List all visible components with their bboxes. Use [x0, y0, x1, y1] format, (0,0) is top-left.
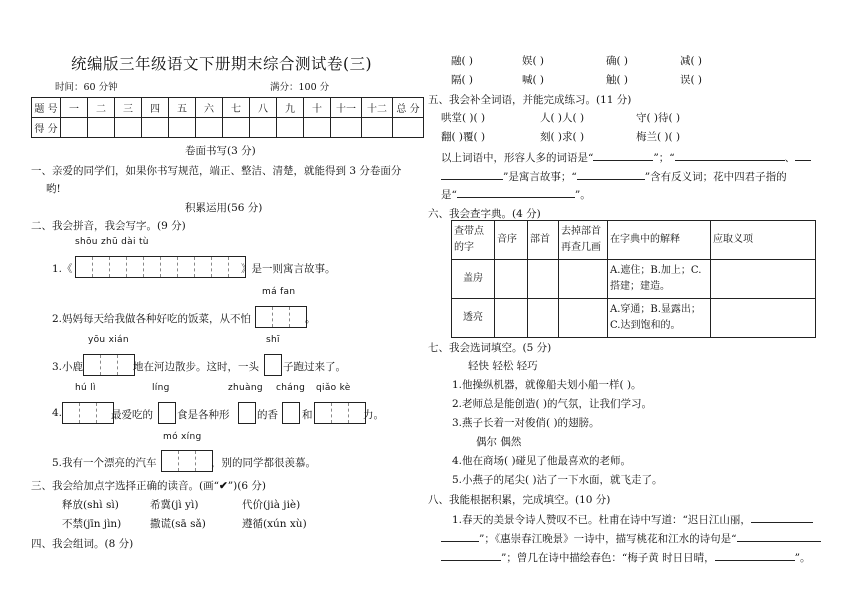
- q5-item[interactable]: 翻( )覆( ): [441, 131, 486, 143]
- dict-row: [452, 299, 816, 338]
- zuci-item[interactable]: 喊( ): [522, 74, 545, 86]
- score-header-row: [32, 98, 424, 118]
- q5-item[interactable]: 梅兰( )( ): [636, 131, 681, 143]
- score-head-cell: 总 分: [393, 98, 424, 118]
- q7-sentence: 4.他在商场( )碰见了他最喜欢的老师。: [452, 455, 632, 467]
- score-value-row: [32, 118, 424, 138]
- pinyin: shī: [266, 335, 280, 345]
- q8-line2: [441, 530, 821, 546]
- score-cell[interactable]: [362, 118, 393, 138]
- q7-sentence: 3.燕子长着一对俊俏( )的翅膀。: [452, 417, 600, 429]
- q2-l2-text-b: 。: [305, 313, 316, 325]
- score-head-cell: 六: [196, 98, 223, 118]
- zuci-item[interactable]: 融( ): [451, 55, 474, 67]
- exam-time: 时间：60 分钟: [55, 82, 118, 93]
- q7-sentence: 2.老师总是能创造( )的气氛，让我们学习。: [452, 398, 653, 410]
- pinyin: shōu zhū dài tù: [75, 237, 149, 247]
- answer-blank[interactable]: [751, 511, 813, 523]
- q8-line3: [441, 549, 810, 565]
- q2-l1-text: 1.《: [52, 263, 73, 275]
- answer-blank[interactable]: [577, 168, 645, 180]
- q7-sentence: 1.他操纵机器，就像船夫划小船一样( )。: [452, 379, 642, 391]
- page-title: 统编版三年级语文下册期末综合测试卷(三): [71, 55, 373, 73]
- q3-heading: [31, 478, 266, 493]
- pinyin: qiǎo kè: [316, 383, 351, 393]
- score-cell[interactable]: [331, 118, 362, 138]
- score-cell[interactable]: [223, 118, 250, 138]
- score-head-cell: 十二: [362, 98, 393, 118]
- q8-text: ”；曾几在诗中描绘春色：“梅子黄 时日日晴，: [501, 552, 715, 564]
- answer-blank[interactable]: [441, 549, 501, 561]
- q2-l4-text-e: 和: [302, 409, 313, 421]
- zuci-item[interactable]: 确( ): [606, 55, 629, 67]
- answer-blank[interactable]: [457, 186, 575, 198]
- dict-answer-cell[interactable]: [711, 299, 816, 338]
- pinyin: zhuàng: [228, 383, 263, 393]
- q2-l4-text-d: 的香: [257, 409, 278, 421]
- q3-option[interactable]: 代价(jià jiè): [242, 499, 301, 511]
- q2-l3-text-c: 子跑过来了。: [283, 361, 346, 373]
- exam-full-score: 满分：100 分: [270, 82, 330, 93]
- dictionary-table: [451, 220, 816, 338]
- q5-item[interactable]: 人( )人( ): [540, 112, 585, 124]
- char-grid-2[interactable]: [83, 354, 135, 376]
- dict-answer-cell[interactable]: [559, 299, 608, 338]
- answer-blank[interactable]: [441, 530, 479, 542]
- dict-row: [452, 260, 816, 299]
- pinyin: má fan: [262, 287, 296, 297]
- q5-line1: [441, 149, 811, 165]
- score-cell[interactable]: [304, 118, 331, 138]
- q5-text: ”含有反义词；花中四君子指的: [644, 171, 787, 183]
- dict-answer-cell[interactable]: [528, 299, 559, 338]
- q5-text: ”。: [574, 189, 591, 201]
- q6-heading: 六、我会查字典。(4 分): [428, 208, 541, 220]
- section-jilei: 积累运用(56 分): [185, 202, 263, 214]
- q5-heading: 五、我会补全词语，并能完成练习。(11 分): [428, 94, 632, 106]
- char-grid-2[interactable]: [255, 306, 307, 328]
- dict-head-cell: 在字典中的解释: [608, 221, 711, 260]
- q8-text: 1.春天的美景令诗人赞叹不已。杜甫在诗中写道：“迟日江山丽，: [452, 514, 751, 526]
- score-head-cell: 八: [250, 98, 277, 118]
- checkmark-icon: ✔: [218, 480, 228, 492]
- char-grid-1[interactable]: [238, 402, 256, 424]
- q1-text-cont: 哟!: [46, 183, 61, 195]
- dict-explanation: A.遮住；B.加上；C.搭建；建造。: [608, 260, 711, 299]
- score-head-cell: 七: [223, 98, 250, 118]
- dict-head-cell: 去掉部首再查几画: [559, 221, 608, 260]
- zuci-item[interactable]: 娱( ): [522, 55, 545, 67]
- q2-l3-text: 3.小鹿: [52, 361, 84, 373]
- q5-item[interactable]: 刻( )求( ): [540, 131, 585, 143]
- q3-heading-a: 三、我会给加点字选择正确的读音。(画“: [31, 480, 219, 492]
- score-cell[interactable]: [115, 118, 142, 138]
- q1-text: 一、亲爱的同学们，如果你书写规范，端正、整洁、清楚，就能得到 3 分卷面分: [31, 165, 402, 177]
- answer-blank[interactable]: [593, 149, 653, 161]
- q2-l4-text-c: 食是各种形: [177, 409, 230, 421]
- q3-option[interactable]: 撒谎(sā sǎ): [150, 518, 206, 530]
- q2-l5-text: 5.我有一个漂亮的汽车: [52, 457, 157, 469]
- char-grid-1[interactable]: [264, 354, 282, 376]
- score-head-cell: 题 号: [32, 98, 61, 118]
- q2-l3-text-b: 地在河边散步。这时，一头: [133, 361, 259, 373]
- q8-heading: 八、我能根据积累，完成填空。(10 分): [428, 494, 611, 506]
- dict-head-cell: 音序: [495, 221, 528, 260]
- score-row-label: 得 分: [32, 118, 61, 138]
- q3-option[interactable]: 遵循(xún xù): [242, 518, 307, 530]
- answer-blank[interactable]: [715, 549, 795, 561]
- score-cell[interactable]: [142, 118, 169, 138]
- char-grid-2[interactable]: [62, 402, 114, 424]
- pinyin: yōu xián: [88, 335, 129, 345]
- q5-line2: [441, 168, 787, 184]
- char-grid-2[interactable]: [314, 402, 366, 424]
- q3-option[interactable]: 希冀(jì yì): [150, 499, 199, 511]
- q2-l4-text-f: 力。: [363, 409, 384, 421]
- q7-heading: 七、我会选词填空。(5 分): [428, 342, 552, 354]
- char-grid-2[interactable]: [161, 450, 213, 472]
- q2-heading: 二、我会拼音，我会写字。(9 分): [31, 220, 186, 232]
- score-cell[interactable]: [393, 118, 424, 138]
- score-cell[interactable]: [196, 118, 223, 138]
- answer-blank[interactable]: [675, 149, 785, 161]
- char-grid-1[interactable]: [282, 402, 300, 424]
- q5-item[interactable]: 哄堂( )( ): [441, 112, 486, 124]
- answer-blank[interactable]: [441, 168, 503, 180]
- q2-l1-text-b: 》是一则寓言故事。: [241, 263, 336, 275]
- score-cell[interactable]: [277, 118, 304, 138]
- zuci-item[interactable]: 隔( ): [451, 74, 474, 86]
- q7-sentence: 5.小燕子的尾尖( )沾了一下水面，就飞走了。: [452, 474, 663, 486]
- zuci-item[interactable]: 减( ): [680, 55, 703, 67]
- pinyin: hú lì: [75, 383, 96, 393]
- q2-l5-text-b: ，别的同学都很羡慕。: [211, 457, 316, 469]
- score-head-cell: 十: [304, 98, 331, 118]
- dict-answer-cell[interactable]: [495, 299, 528, 338]
- score-head-cell: 九: [277, 98, 304, 118]
- q5-item[interactable]: 守( )待( ): [636, 112, 681, 124]
- q5-text: ”是寓言故事；“: [503, 171, 577, 183]
- dict-header-row: [452, 221, 816, 260]
- dict-head-cell: 部首: [528, 221, 559, 260]
- pinyin: líng: [152, 383, 170, 393]
- pinyin: cháng: [276, 383, 306, 393]
- q5-line3: [441, 186, 591, 202]
- q5-text: ”；“: [653, 152, 675, 164]
- score-cell[interactable]: [169, 118, 196, 138]
- q5-text: 、: [784, 152, 796, 164]
- dict-head-cell: 查带点的字: [452, 221, 495, 260]
- answer-blank[interactable]: [795, 149, 811, 161]
- score-table: [31, 97, 424, 138]
- score-cell[interactable]: [250, 118, 277, 138]
- q2-l2-text: 2.妈妈每天给我做各种好吃的饭菜，从不怕: [52, 313, 252, 325]
- score-head-cell: 一: [61, 98, 88, 118]
- zuci-item[interactable]: 触( ): [606, 74, 629, 86]
- q5-text: 是“: [441, 189, 457, 201]
- dict-answer-cell[interactable]: [495, 260, 528, 299]
- q2-l4-text-b: 最爱吃的: [111, 409, 153, 421]
- dict-word: 透亮: [452, 299, 495, 338]
- char-grid-4[interactable]: [75, 256, 246, 278]
- dict-answer-cell[interactable]: [559, 260, 608, 299]
- q4-heading: 四、我会组词。(8 分): [31, 538, 134, 550]
- score-cell[interactable]: [61, 118, 88, 138]
- q2-l4-text: 4.: [52, 407, 63, 419]
- answer-blank[interactable]: [737, 530, 821, 542]
- score-head-cell: 五: [169, 98, 196, 118]
- q7-wordbank: 轻快 轻松 轻巧: [468, 360, 538, 372]
- q5-text: 以上词语中，形容人多的词语是“: [441, 152, 594, 164]
- q3-option[interactable]: 释放(shì sì): [62, 499, 119, 511]
- dict-word: 盖房: [452, 260, 495, 299]
- q8-line1: [452, 511, 813, 527]
- q7-wordbank: 偶尔 偶然: [476, 436, 522, 448]
- score-head-cell: 十一: [331, 98, 362, 118]
- dict-explanation: A.穿通；B.显露出；C.达到饱和的。: [608, 299, 711, 338]
- score-head-cell: 三: [115, 98, 142, 118]
- zuci-item[interactable]: 误( ): [680, 74, 703, 86]
- q8-text: ”。: [794, 552, 811, 564]
- dict-answer-cell[interactable]: [711, 260, 816, 299]
- section-juanmian: 卷面书写(3 分): [185, 145, 256, 157]
- score-head-cell: 二: [88, 98, 115, 118]
- char-grid-1[interactable]: [158, 402, 176, 424]
- q3-option[interactable]: 不禁(jīn jìn): [62, 518, 122, 530]
- score-head-cell: 四: [142, 98, 169, 118]
- dict-head-cell: 应取义项: [711, 221, 816, 260]
- pinyin: mó xíng: [163, 432, 202, 442]
- dict-answer-cell[interactable]: [528, 260, 559, 299]
- score-cell[interactable]: [88, 118, 115, 138]
- q8-text: ”；《惠崇春江晚景》一诗中，描写桃花和江水的诗句是“: [479, 533, 737, 545]
- q3-heading-b: ”)(6 分): [227, 480, 266, 492]
